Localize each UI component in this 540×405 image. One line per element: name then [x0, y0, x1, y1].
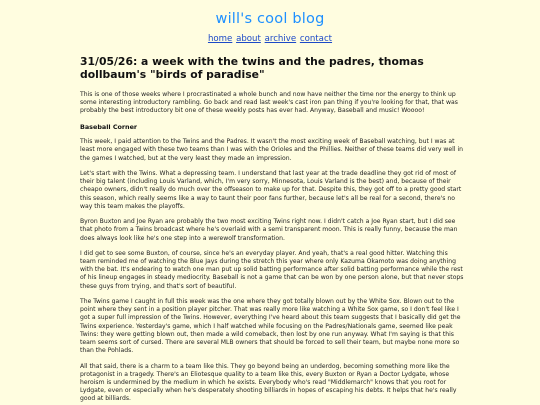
- blog-post: [80, 55, 465, 405]
- nav-link-about[interactable]: about: [236, 34, 261, 44]
- site-nav: [0, 34, 540, 45]
- nav-link-archive[interactable]: archive: [264, 34, 297, 44]
- site-header: [0, 0, 540, 45]
- body-paragraph: Let's start with the Twins. What a depressing team. I understand that last year at the trade deadline they got rid of most of their big talent (including Louis Varland, which, I'm very sorry, Minnesota, Louis Varland is the best) and, because of their cheapo owners, didn't really do much over the offseason to make up for that. Despite this, they got off to a pretty good start this season, which really seems like a way to taunt their poor fans further, because let's all be real for a second, there's no way this team makes the playoffs.: [80, 170, 462, 210]
- nav-link-home[interactable]: home: [207, 34, 233, 44]
- section-heading-baseball: Baseball Corner: [80, 122, 138, 131]
- site-title: will's cool blog: [215, 11, 325, 27]
- body-paragraph: All that said, there is a charm to a team like this. They go beyond being an underdog, becoming something more like the protagonist in a tragedy. There's an Eliotesque quality to a team like this, every Buxton or Ryan a Doctor Lydgate, whose heroism is undermined by the medium in which he exists. Everybody who's read "Middlemarch" knows that you root for Lydgate, even or especially when he's desperately shooting billiards in hopes of escaping his debts. It helps that he's really good at billiards.: [80, 362, 457, 402]
- body-paragraph: The Twins game I caught in full this week was the one where they got totally blown out by the White Sox. Blown out to the point where they sent in a position player pitcher. That was really more like watching a White Sox game, so I don't feel like I got a super full impression of the Twins. However, everything I've heard about this team suggests that I basically did get the Twins experience. Yesterday's game, which I half watched while focusing on the Padres/Nationals game, seemed like peak Twins: they were getting blown out, then made a wild comeback, then lost by one run anyway. What I'm saying is that this team seems sort of cursed. There are several MLB owners that should be forced to sell their team, but maybe none more so than the Pohlads.: [80, 298, 461, 354]
- body-paragraph: Byron Buxton and Joe Ryan are probably the two most exciting Twins right now. I didn't catch a Joe Ryan start, but I did see that photo from a Twins broadcast where he's overlaid with a semi transparent moon. This is really funny, because the man does always look like he's one step into a werewolf transformation.: [80, 218, 458, 242]
- body-paragraph: This week, I paid attention to the Twins and the Padres. It wasn't the most exciting week of Baseball watching, but I was at least more engaged with these two teams than I was with the Orioles and the Phillies. Neither of these teams did very well in the games I watched, but at the very least they made an impression.: [80, 138, 464, 162]
- body-paragraph: I did get to see some Buxton, of course, since he's an everyday player. And yeah, that's a real good hitter. Watching this team reminded me of watching the Blue Jays during the stretch this year where only Kazuma Okamoto was doing anything with the bat. It's endearing to watch one man put up solid batting performance after solid batting performance while the rest of his lineup engages in steady mediocrity. Baseball is not a game that can be won by one person alone, but that never stops these guys from trying, and that's sort of beautiful.: [80, 250, 464, 290]
- intro-paragraph: This is one of those weeks where I procrastinated a whole bunch and now have neither the time nor the energy to think up some interesting introductory rambling. Go back and read last week's cast iron pan thing if you're looking for that, that was probably the best introductory bit one of these weekly posts has ever had. Anyway, Baseball and music! Woooo!: [80, 91, 458, 115]
- post-title: 31/05/26: a week with the twins and the padres, thomas dollbaum's "birds of paradise": [80, 55, 424, 81]
- nav-link-contact[interactable]: contact: [299, 34, 333, 44]
